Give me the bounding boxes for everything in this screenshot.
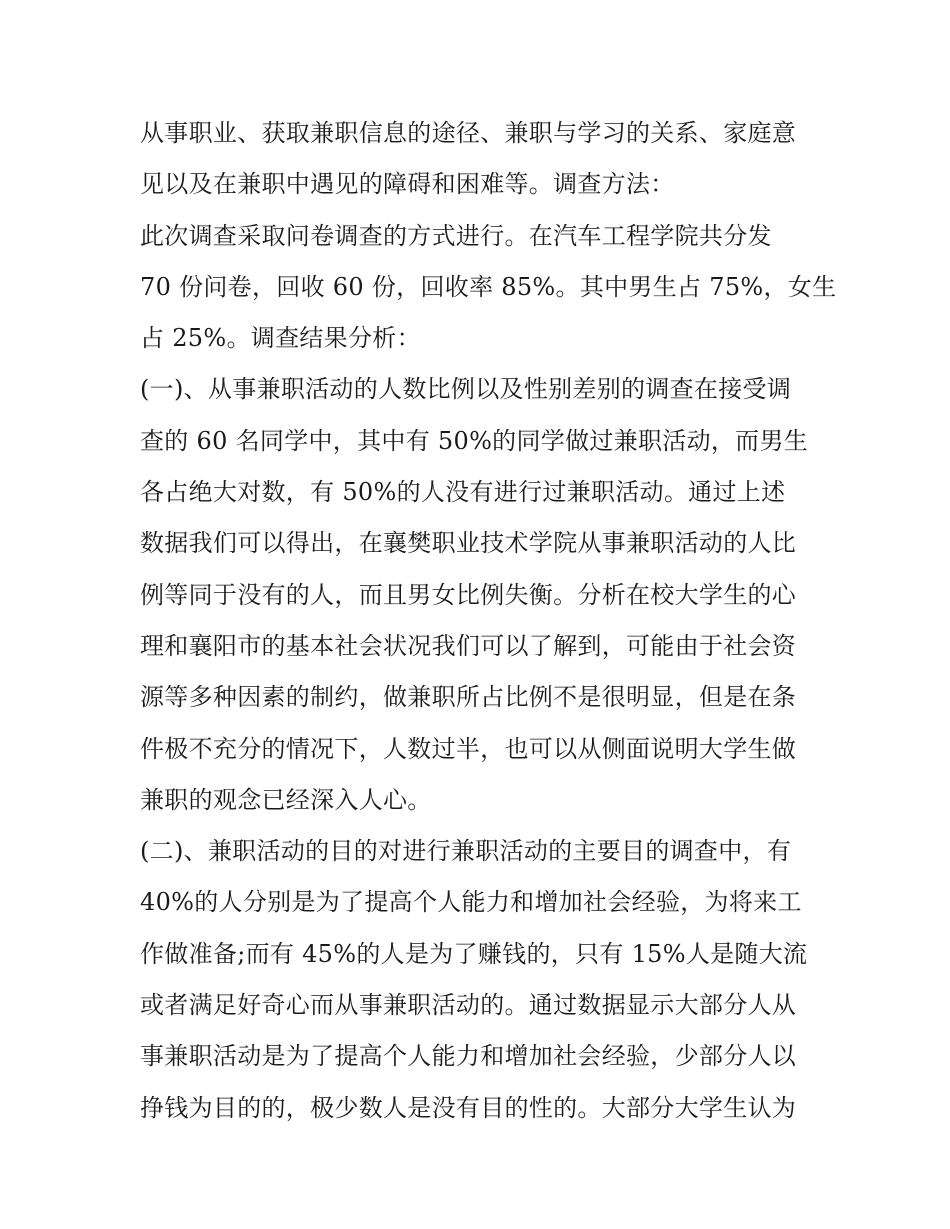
text-line: 源等多种因素的制约，做兼职所占比例不是很明显，但是在条 bbox=[140, 683, 797, 712]
text-line: 兼职的观念已经深入人心。 bbox=[140, 785, 432, 814]
text-line: 占 25%。调查结果分析： bbox=[140, 324, 421, 353]
text-line: 作做准备;而有 45%的人是为了赚钱的，只有 15%人是随大流 bbox=[140, 939, 808, 968]
body-text bbox=[140, 108, 837, 1134]
text-line: (一)、从事兼职活动的人数比例以及性别差别的调查在接受调 bbox=[140, 375, 792, 404]
text-line: 或者满足好奇心而从事兼职活动的。通过数据显示大部分人从 bbox=[140, 991, 797, 1020]
text-line: 件极不充分的情况下，人数过半，也可以从侧面说明大学生做 bbox=[140, 734, 797, 763]
text-line: 数据我们可以得出，在襄樊职业技术学院从事兼职活动的人比 bbox=[140, 529, 797, 558]
text-line: 挣钱为目的的，极少数人是没有目的性的。大部分大学生认为 bbox=[140, 1093, 797, 1122]
text-line: 查的 60 名同学中，其中有 50%的同学做过兼职活动，而男生 bbox=[140, 426, 809, 455]
text-line: 此次调查采取问卷调查的方式进行。在汽车工程学院共分发 bbox=[140, 221, 772, 250]
text-line: 各占绝大对数，有 50%的人没有进行过兼职活动。通过上述 bbox=[140, 478, 786, 507]
text-line: 40%的人分别是为了提高个人能力和增加社会经验，为将来工 bbox=[140, 888, 802, 917]
text-line: (二)、兼职活动的目的对进行兼职活动的主要目的调查中，有 bbox=[140, 837, 792, 866]
text-line: 70 份问卷，回收 60 份，回收率 85%。其中男生占 75%，女生 bbox=[140, 272, 837, 301]
text-line: 见以及在兼职中遇见的障碍和困难等。调查方法： bbox=[140, 170, 675, 199]
text-line: 事兼职活动是为了提高个人能力和增加社会经验，少部分人以 bbox=[140, 1042, 797, 1071]
text-line: 例等同于没有的人，而且男女比例失衡。分析在校大学生的心 bbox=[140, 580, 797, 609]
text-line: 从事职业、获取兼职信息的途径、兼职与学习的关系、家庭意 bbox=[140, 119, 797, 147]
text-line: 理和襄阳市的基本社会状况我们可以了解到，可能由于社会资 bbox=[140, 631, 797, 660]
